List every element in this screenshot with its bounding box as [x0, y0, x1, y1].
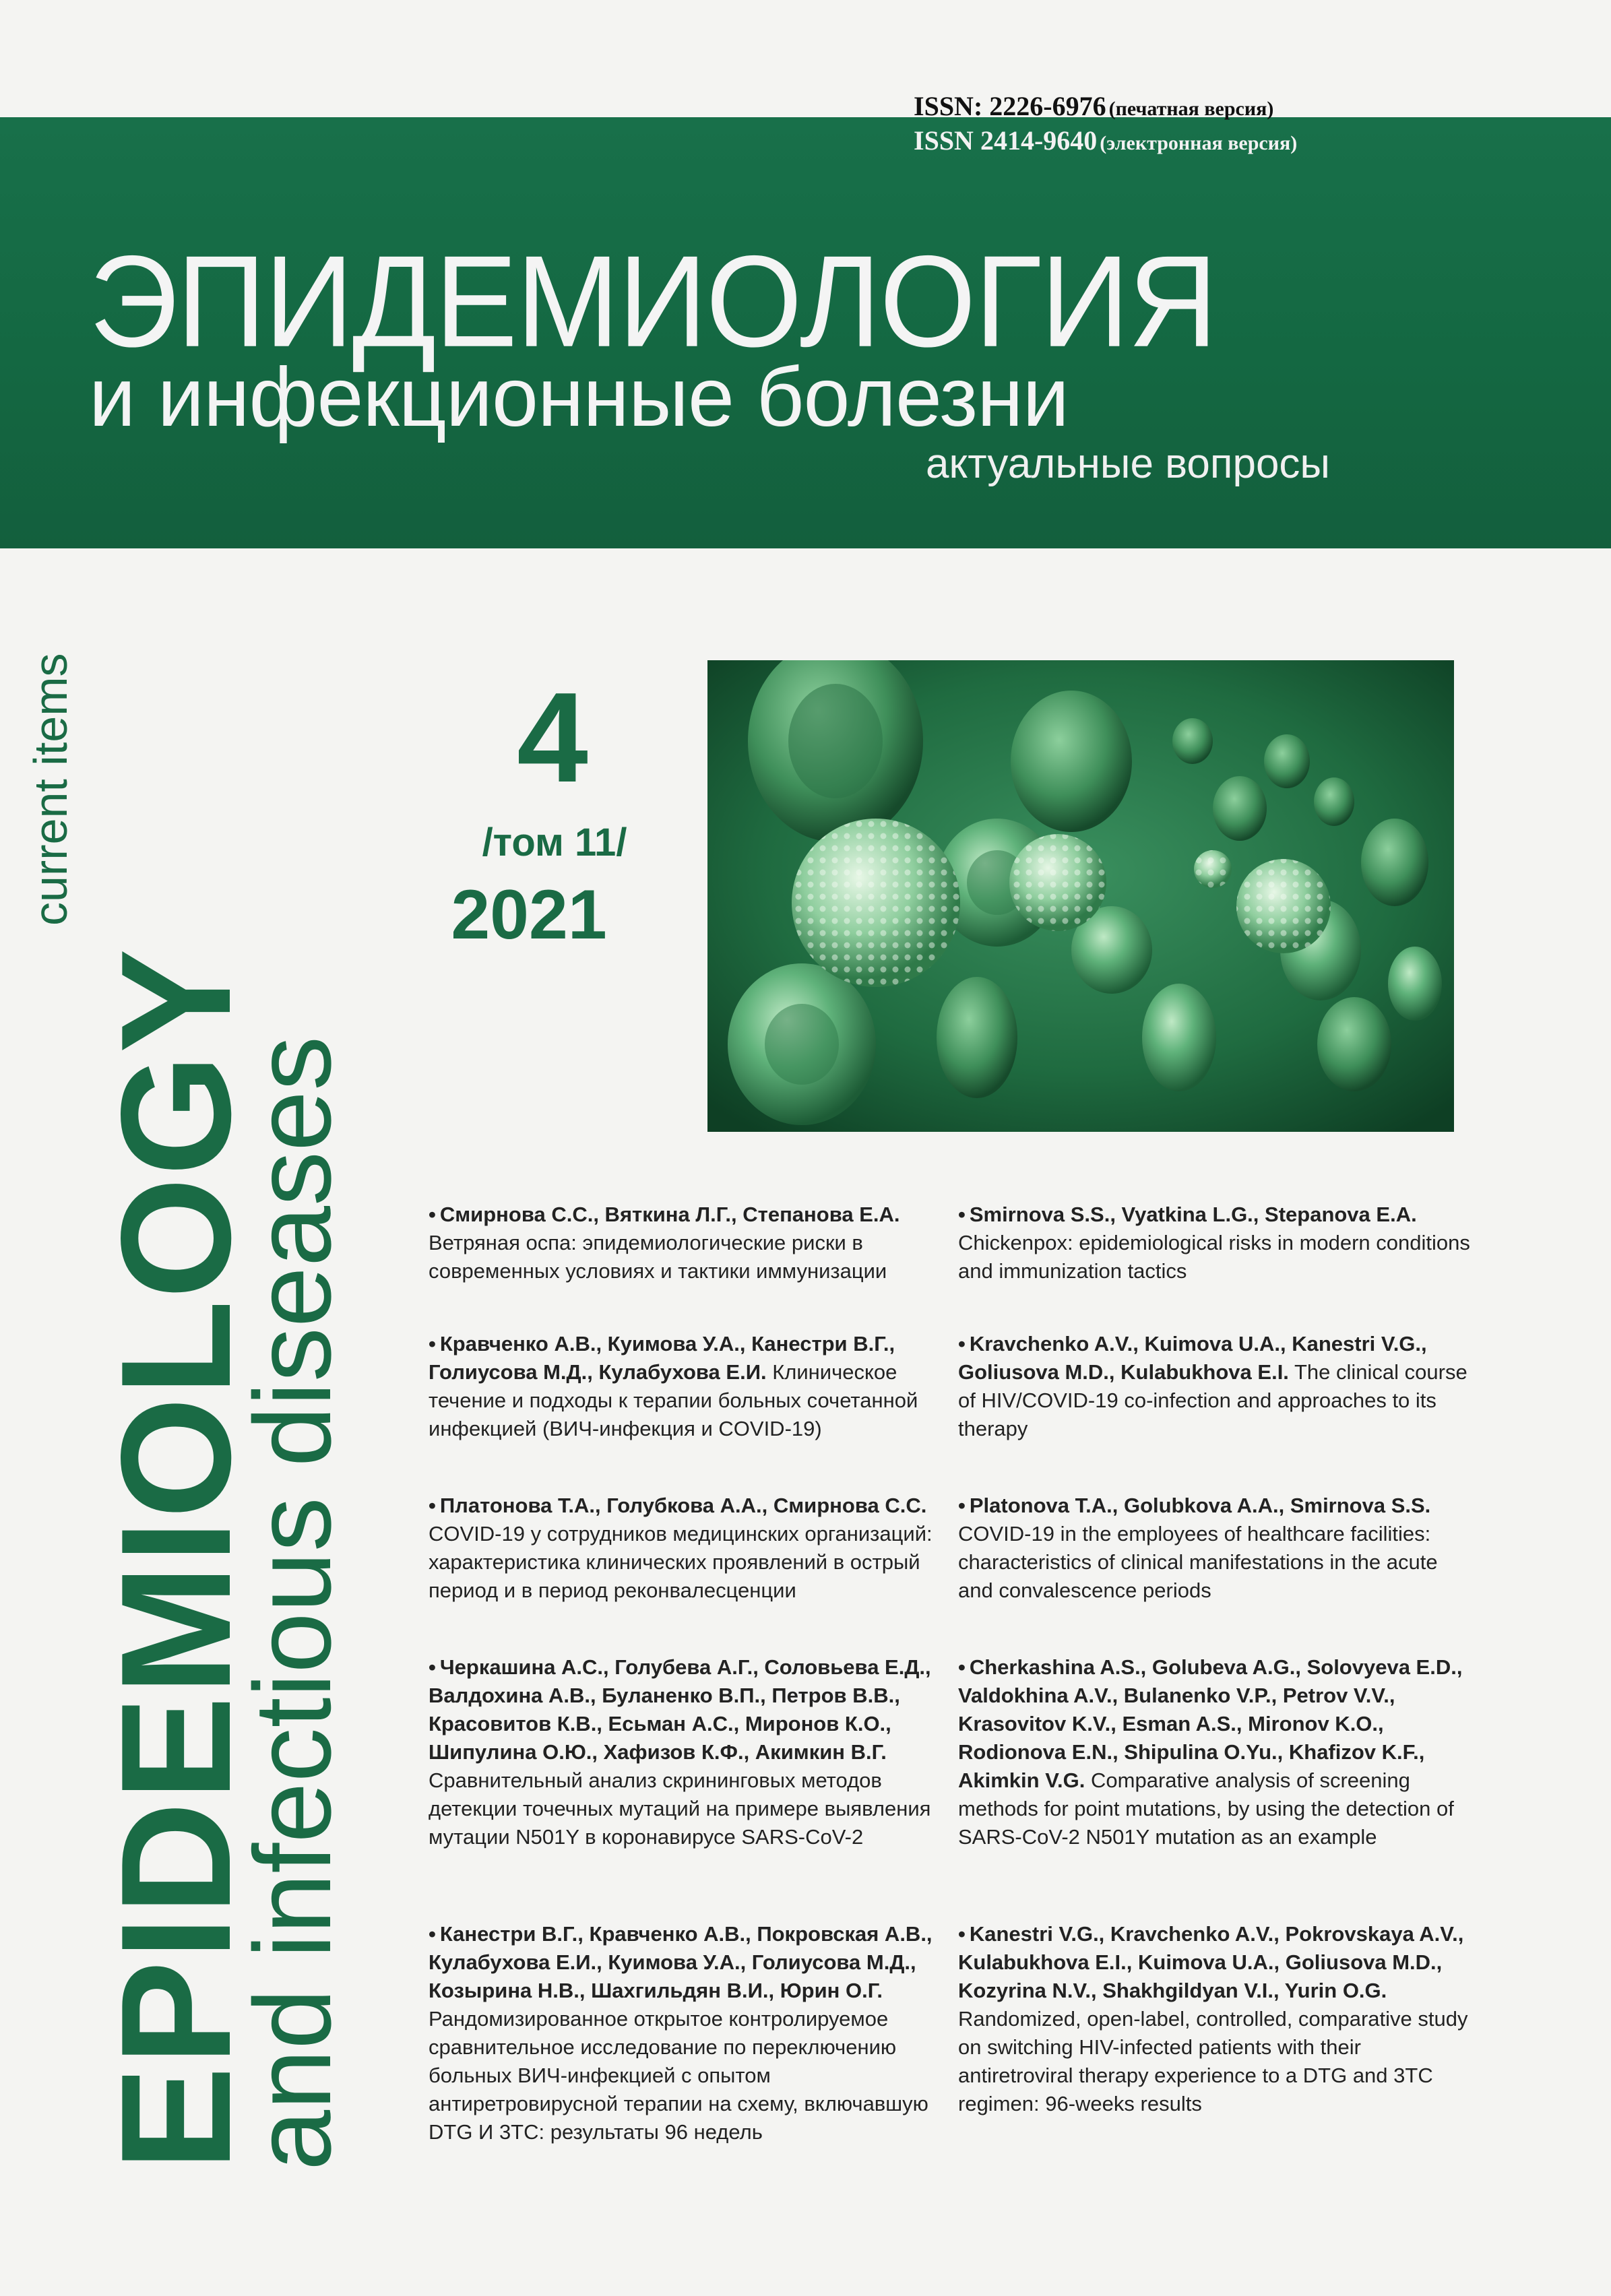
- issn-print: [914, 90, 1273, 122]
- issue-year: 2021: [451, 876, 607, 954]
- article-title: COVID-19 in the employees of healthcare facilities: characteristics of clinical manifestations in the acute and convalescence periods: [958, 1522, 1438, 1602]
- blood-cell: [1213, 776, 1267, 841]
- issn-online-note: (электронная версия): [1100, 132, 1298, 154]
- article-title: COVID-19 у сотрудников медицинских организаций: характеристика клинических проявлений в острый период и в период реконвалесценции: [429, 1522, 933, 1602]
- article-authors: Платонова Т.А., Голубкова А.А., Смирнова С.С.: [439, 1494, 927, 1517]
- article-title: Chickenpox: epidemiological risks in modern conditions and immunization tactics: [958, 1231, 1470, 1283]
- article-authors: Kravchenko A.V., Kuimova U.A., Kanestri V.G., Goliusova M.D., Kulabukhova E.I.: [958, 1332, 1427, 1384]
- article-authors: Канестри В.Г., Кравченко А.В., Покровская А.В., Кулабухова Е.И., Куимова У.А., Голиусова М.Д., Козырина Н.В., Шахгильдян В.И., Юрин О.Г.: [429, 1922, 933, 2002]
- article-title: Клиническое течение и подходы к терапии больных сочетанной инфекцией (ВИЧ-инфекция и COVID-19): [429, 1360, 918, 1440]
- blood-cell: [1011, 691, 1132, 832]
- article-entry: • Черкашина А.С., Голубева А.Г., Соловьева Е.Д., Валдохина А.В., Буланенко В.П., Петров В.В., Красовитов К.В., Есьман А.С., Миронов К.О., Шипулина О.Ю., Хафизов К.Ф., Акимкин В.Г. Сравнительный анализ скрининговых методов детекции точечных мутаций на примере выявления мутации N501Y в коронавирусе SARS-CoV-2: [429, 1655, 931, 1849]
- article-title: Randomized, open-label, controlled, comparative study on switching HIV-infected patients with their antiretroviral therapy experience to a DTG and 3TC regimen: 96-weeks results: [958, 2007, 1468, 2115]
- blood-cell: [1264, 734, 1310, 788]
- issn-print-note: (печатная версия): [1108, 98, 1274, 120]
- article-entry: • Канестри В.Г., Кравченко А.В., Покровская А.В., Кулабухова Е.И., Куимова У.А., Голиусова М.Д., Козырина Н.В., Шахгильдян В.И., Юрин О.Г. Рандомизированное открытое контролируемое сравнительное исследование по переключению больных ВИЧ-инфекцией с опытом антиретровирусной терапии на схему, включавшую DTG И 3TC: результаты 96 недель: [429, 1922, 933, 2144]
- blood-cell: [1317, 997, 1391, 1091]
- article-title: Comparative analysis of screening methods for point mutations, by using the detection of SARS-CoV-2 N501Y mutation as an example: [958, 1768, 1454, 1849]
- blood-cell: [1142, 984, 1216, 1091]
- journal-subtitle: актуальные вопросы: [926, 441, 1330, 487]
- blood-cell: [937, 977, 1017, 1098]
- article-authors: Platonova T.A., Golubkova A.A., Smirnova S.S.: [969, 1494, 1431, 1517]
- journal-title-line2: и инфекционные болезни: [89, 351, 1069, 444]
- article-title: Сравнительный анализ скрининговых методов детекции точечных мутаций на примере выявления мутации N501Y в коронавирусе SARS-CoV-2: [429, 1768, 931, 1849]
- article-title: Рандомизированное открытое контролируемое сравнительное исследование по переключению больных ВИЧ-инфекцией с опытом антиретровирусной терапии на схему, включавшую DTG И 3TC: результаты 96 недель: [429, 2007, 928, 2144]
- article-title: The clinical course of HIV/COVID-19 co-infection and approaches to its therapy: [958, 1360, 1467, 1440]
- issn-online: [914, 125, 1297, 156]
- article-title: Ветряная оспа: эпидемиологические риски в современных условиях и тактики иммунизации: [429, 1231, 887, 1283]
- spine-and-infectious: and infectious diseases: [232, 1035, 354, 2171]
- spine-current-items: current items: [24, 653, 77, 926]
- article-entry: • Kanestri V.G., Kravchenko A.V., Pokrovskaya A.V., Kulabukhova E.I., Kuimova U.A., Goliusova M.D., Kozyrina N.V., Shakhgildyan V.I., Yurin O.G. Randomized, open-label, controlled, comparative study on switching HIV-infected patients with their antiretroviral therapy experience to a DTG and 3TC regimen: 96-weeks results: [958, 1922, 1468, 2115]
- blood-cell: [1361, 819, 1428, 906]
- cover-image-virus-blood-cells: [707, 660, 1454, 1132]
- issn-online-number: ISSN 2414-9640: [914, 125, 1098, 156]
- article-authors: Cherkashina A.S., Golubeva A.G., Solovyeva E.D., Valdokhina A.V., Bulanenko V.P., Petrov V.V., Krasovitov K.V., Esman A.S., Mironov K.O., Rodionova E.N., Shipulina O.Yu., Khafizov K.F., Akimkin V.G.: [958, 1655, 1463, 1792]
- article-authors: Черкашина А.С., Голубева А.Г., Соловьева Е.Д., Валдохина А.В., Буланенко В.П., Петров В.В., Красовитов К.В., Есьман А.С., Миронов К.О., Шипулина О.Ю., Хафизов К.Ф., Акимкин В.Г.: [429, 1655, 931, 1764]
- issue-number: 4: [517, 666, 588, 809]
- issn-print-number: ISSN: 2226-6976: [914, 91, 1106, 121]
- blood-cell: [1314, 777, 1354, 826]
- article-entry: • Platonova T.A., Golubkova A.A., Smirnova S.S. COVID-19 in the employees of healthcare facilities: characteristics of clinical manifestations in the acute and convalescence periods: [958, 1494, 1438, 1602]
- blood-cell: [1172, 718, 1213, 764]
- article-authors: Смирнова С.С., Вяткина Л.Г., Степанова Е.А.: [439, 1203, 900, 1226]
- blood-cell: [1388, 947, 1442, 1021]
- article-entry: • Смирнова С.С., Вяткина Л.Г., Степанова Е.А. Ветряная оспа: эпидемиологические риски в современных условиях и тактики иммунизации: [429, 1203, 900, 1283]
- article-entry: • Smirnova S.S., Vyatkina L.G., Stepanova E.A. Chickenpox: epidemiological risks in modern conditions and immunization tactics: [958, 1203, 1470, 1283]
- cover-illustration: [707, 660, 1454, 1132]
- journal-title: ЭПИДЕМИОЛОГИЯ: [89, 228, 1217, 374]
- article-authors: Kanestri V.G., Kravchenko A.V., Pokrovskaya A.V., Kulabukhova E.I., Kuimova U.A., Goliusova M.D., Kozyrina N.V., Shakhgildyan V.I., Yurin O.G.: [958, 1922, 1464, 2002]
- issue-volume: /том 11/: [482, 821, 627, 864]
- article-entry: • Платонова Т.А., Голубкова А.А., Смирнова С.С. COVID-19 у сотрудников медицинских организаций: характеристика клинических проявлений в острый период и в период реконвалесценции: [429, 1494, 933, 1602]
- article-entry: • Kravchenko A.V., Kuimova U.A., Kanestri V.G., Goliusova M.D., Kulabukhova E.I. The clinical course of HIV/COVID-19 co-infection and approaches to its therapy: [958, 1332, 1467, 1440]
- article-entry: • Cherkashina A.S., Golubeva A.G., Solovyeva E.D., Valdokhina A.V., Bulanenko V.P., Petrov V.V., Krasovitov K.V., Esman A.S., Mironov K.O., Rodionova E.N., Shipulina O.Yu., Khafizov K.F., Akimkin V.G. Comparative analysis of screening methods for point mutations, by using the detection of SARS-CoV-2 N501Y mutation as an example: [958, 1655, 1463, 1849]
- spine-epidemiology: EPIDEMIOLOGY: [89, 947, 263, 2171]
- article-authors: Smirnova S.S., Vyatkina L.G., Stepanova E.A.: [969, 1203, 1417, 1226]
- article-authors: Кравченко А.В., Куимова У.А., Канестри В.Г., Голиусова М.Д., Кулабухова Е.И.: [429, 1332, 895, 1384]
- article-entry: • Кравченко А.В., Куимова У.А., Канестри В.Г., Голиусова М.Д., Кулабухова Е.И. Клиническое течение и подходы к терапии больных сочетанной инфекцией (ВИЧ-инфекция и COVID-19): [429, 1332, 918, 1440]
